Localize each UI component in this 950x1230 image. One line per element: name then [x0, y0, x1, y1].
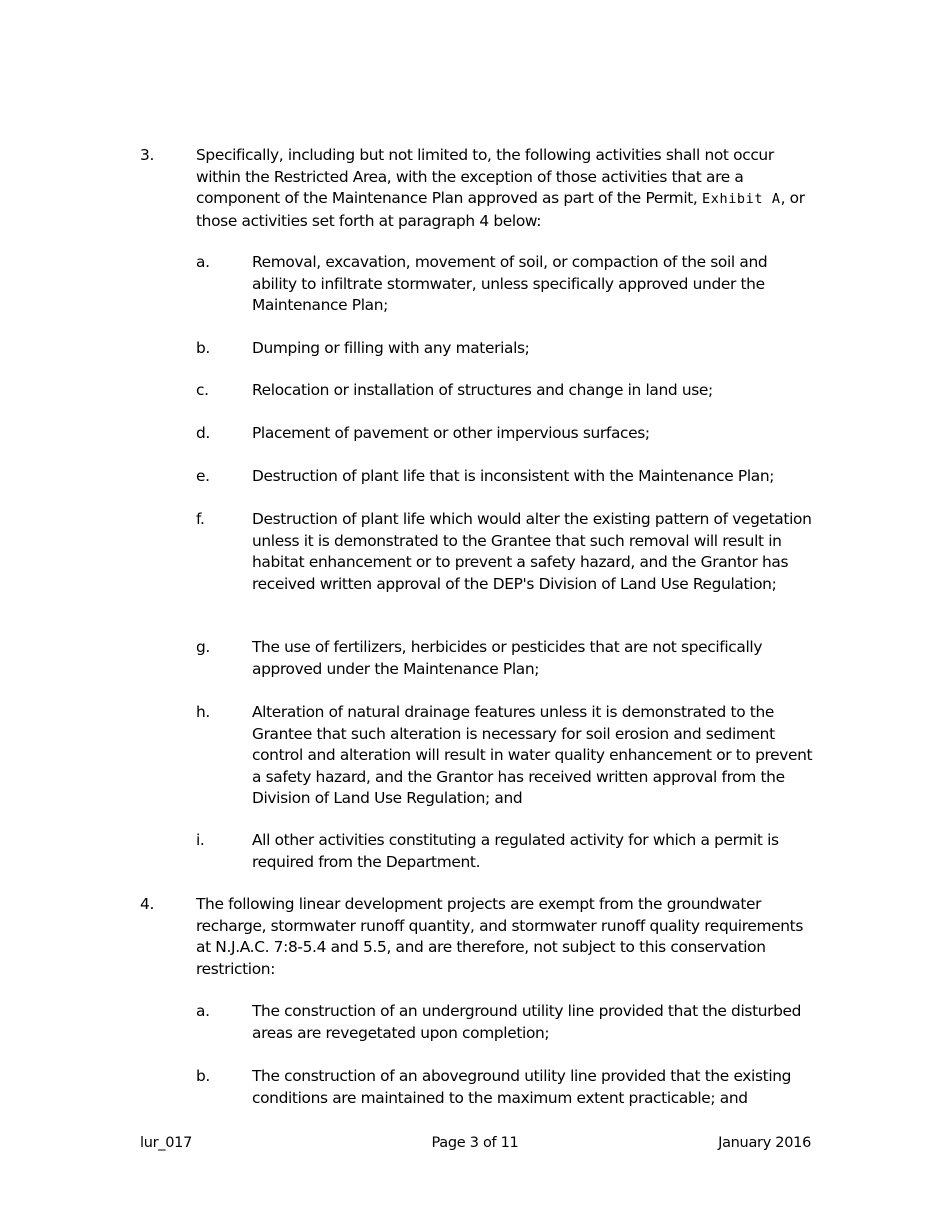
footer-form-id: lur_017 — [140, 1135, 193, 1151]
subitem-letter: g. — [196, 638, 210, 656]
subitem-letter: c. — [196, 381, 209, 399]
subitem-text: All other activities constituting a regulated activity for which a permit is required from the Department. — [252, 831, 779, 871]
subitem-letter: a. — [196, 253, 210, 271]
subitem-text: The construction of an underground utility line provided that the disturbed areas are revegetated upon completion; — [252, 1002, 802, 1042]
subitem-text: Removal, excavation, movement of soil, or compaction of the soil and ability to infiltrate stormwater, unless specifically approved under the Maintenance Plan; — [252, 253, 768, 314]
subitem-letter: a. — [196, 1002, 210, 1020]
footer-page-number: Page 3 of 11 — [431, 1135, 519, 1151]
subitem-letter: i. — [196, 831, 205, 849]
subitem-text: The use of fertilizers, herbicides or pesticides that are not specifically approved under the Maintenance Plan; — [252, 638, 763, 678]
paragraph-number: 4. — [140, 895, 154, 913]
subitem-text: The construction of an aboveground utility line provided that the existing conditions are maintained to the maximum extent practicable; and — [252, 1067, 792, 1107]
subitem-text: Destruction of plant life that is inconsistent with the Maintenance Plan; — [252, 467, 775, 485]
subitem-letter: b. — [196, 339, 210, 357]
subitem-letter: f. — [196, 510, 205, 528]
paragraph-number: 3. — [140, 146, 154, 164]
subitem-text: Relocation or installation of structures and change in land use; — [252, 381, 713, 399]
subitem-text: Placement of pavement or other impervious surfaces; — [252, 424, 650, 442]
footer-date: January 2016 — [718, 1135, 811, 1151]
subitem-letter: b. — [196, 1067, 210, 1085]
subitem-text: Alteration of natural drainage features unless it is demonstrated to the Grantee that such alteration is necessary for soil erosion and sediment control and alteration will result in water quality enhancement or to prevent a safety hazard, and the Grantor has received written approval from the Division of Land Use Regulation; and — [252, 703, 813, 807]
exhibit-reference: Exhibit A — [702, 191, 781, 207]
subitem-text: Dumping or filling with any materials; — [252, 339, 530, 357]
subitem-letter: d. — [196, 424, 210, 442]
paragraph-text: The following linear development projects are exempt from the groundwater recharge, stormwater runoff quantity, and stormwater runoff quality requirements at N.J.A.C. 7:8-5.4 and 5.5, and are therefore, not subject to this conservation restriction: — [196, 895, 803, 978]
subitem-letter: h. — [196, 703, 210, 721]
paragraph-text: Specifically, including but not limited to, the following activities shall not occur within the Restricted Area, with the exception of those activities that are a component of the Maintenance Plan approved as part of the Permit, Exhibit A, or those activities set forth at paragraph 4 below: — [196, 146, 805, 230]
subitem-text: Destruction of plant life which would alter the existing pattern of vegetation unless it is demonstrated to the Grantee that such removal will result in habitat enhancement or to prevent a safety hazard, and the Grantor has received written approval of the DEP's Division of Land Use Regulation; — [252, 510, 812, 593]
subitem-letter: e. — [196, 467, 210, 485]
